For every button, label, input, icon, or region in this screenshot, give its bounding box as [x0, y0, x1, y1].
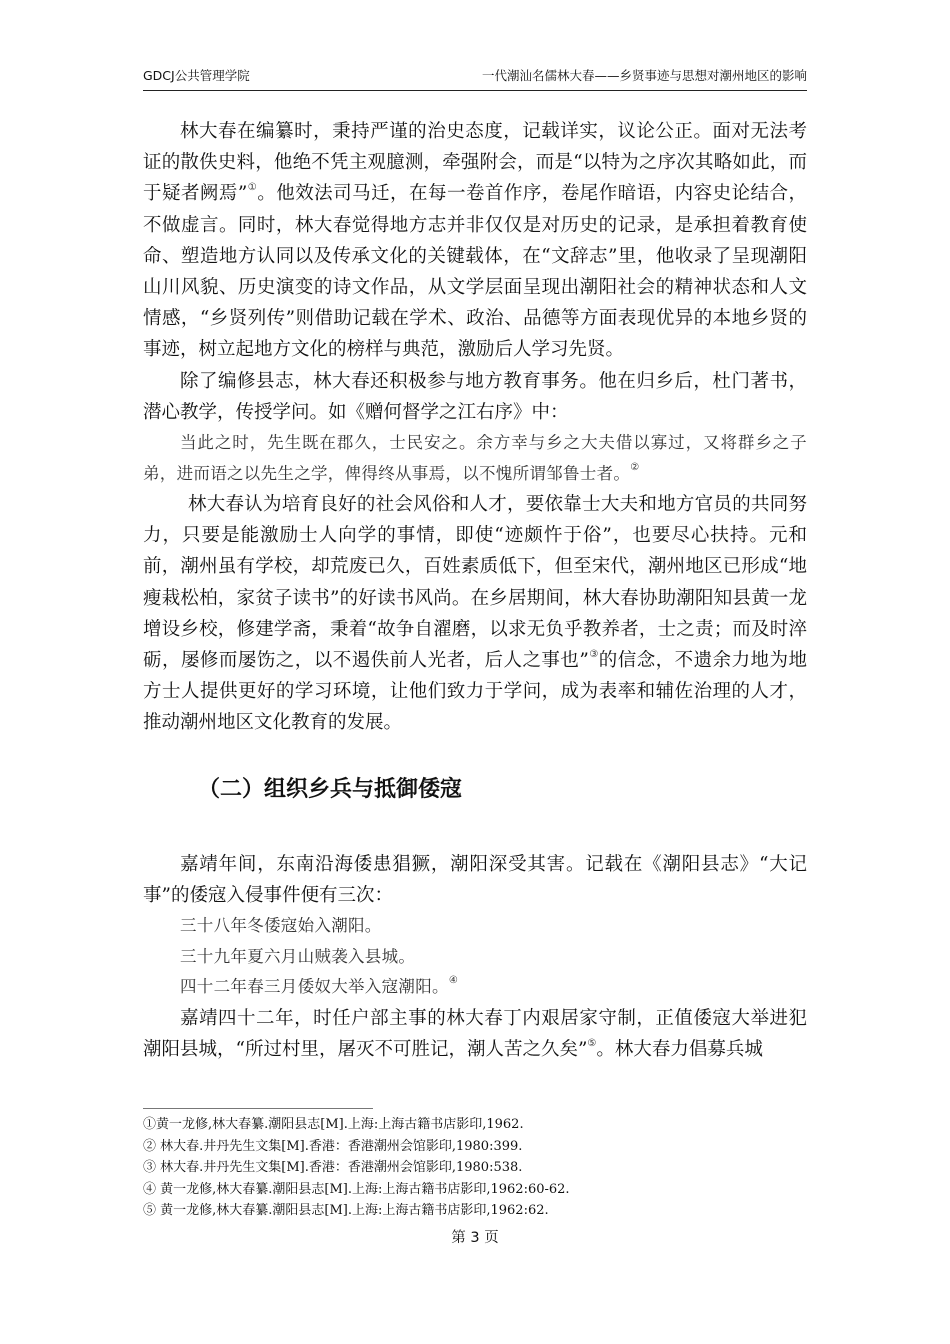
- page-header: [143, 62, 807, 88]
- header-title: 一代潮汕名儒林大春——乡贤事迹与思想对潮州地区的影响: [481, 68, 807, 83]
- footnote-ref-5: ⑤: [587, 1037, 597, 1049]
- quote-1: 当此之时，先生既在郡久，士民安之。余方幸与乡之大夫借以寡过，又将群乡之子弟，进而语之以先生之学，俾得终从事焉，以不愧所谓邹鲁士者。②: [143, 433, 807, 483]
- quote-line-2: 三十九年夏六月山贼袭入县城。: [180, 946, 416, 966]
- paragraph-4: 嘉靖年间，东南沿海倭患猖獗，潮阳深受其害。记载在《潮阳县志》“大记事”的倭寇入侵事件便有三次：: [143, 853, 807, 906]
- footnote-2: ② 林大春.井丹先生文集[M].香港：香港潮州会馆影印,1980:399.: [143, 1138, 523, 1154]
- footnote-5: ⑤ 黄一龙修,林大春纂.潮阳县志[M].上海:上海古籍书店影印,1962:62.: [143, 1203, 549, 1218]
- body-text: [143, 116, 807, 1065]
- footnotes: [143, 1114, 807, 1222]
- section-heading: （二）组织乡兵与抵御倭寇: [198, 776, 463, 802]
- footnote-4: ④ 黄一龙修,林大春纂.潮阳县志[M].上海:上海古籍书店影印,1962:60-62.: [143, 1181, 570, 1197]
- header-rule: [143, 90, 807, 91]
- quote-line-3: 四十二年春三月倭奴大举入寇潮阳。④: [180, 975, 459, 997]
- paragraph-3: 林大春认为培育良好的社会风俗和人才，要依靠士大夫和地方官员的共同努力，只要是能激励士人向学的事情，即使“迹颇忤于俗”，也要尽心扶持。元和前，潮州虽有学校，却荒废已久，百姓素质低下，但至宋代，潮州地区已形成“地瘦栽松柏，家贫子读书”的好读书风尚。在乡居期间，林大春协助潮阳知县黄一龙增设乡校，修建学斋，秉着“故争自濯磨，以求无负乎教养者，士之责；而及时淬砺，屡修而屡饬之，以不遏佚前人光者，后人之事也”③的信念，不遗余力地为地方士人提供更好的学习环境，让他们致力于学问，成为表率和辅佐治理的人才，推动潮州地区文化教育的发展。: [143, 494, 807, 734]
- paragraph-5: 嘉靖四十二年，时任户部主事的林大春丁内艰居家守制，正值倭寇大举进犯潮阳县城，“所过村里，屠灭不可胜记，潮人苦之久矣”⑤。林大春力倡募兵城: [143, 1007, 807, 1060]
- footnote-rule: [143, 1108, 373, 1109]
- footnote-ref-3: ③: [588, 649, 599, 661]
- footnote-ref-4: ④: [448, 975, 459, 987]
- paragraph-1: 林大春在编纂时，秉持严谨的治史态度，记载详实，议论公正。面对无法考证的散佚史料，他绝不凭主观臆测，牵强附会，而是“以特为之序次其略如此，而于疑者阙焉”①。他效法司马迁，在每一卷首作序，卷尾作暗语，内容史论结合，不做虚言。同时，林大春觉得地方志并非仅仅是对历史的记录，是承担着教育使命、塑造地方认同以及传承文化的关键载体，在“文辞志”里，他收录了呈现潮阳山川风貌、历史演变的诗文作品，从文学层面呈现出潮阳社会的精神状态和人文情感，“乡贤列传”则借助记载在学术、政治、品德等方面表现优异的本地乡贤的事迹，树立起地方文化的榜样与典范，激励后人学习先贤。: [143, 121, 807, 361]
- footnote-1: ①黄一龙修,林大春纂.潮阳县志[M].上海:上海古籍书店影印,1962.: [143, 1117, 524, 1132]
- header-school: GDCJ公共管理学院: [143, 68, 250, 83]
- quote-line-1: 三十八年冬倭寇始入潮阳。: [180, 916, 382, 936]
- footnote-3: ③ 林大春.井丹先生文集[M].香港：香港潮州会馆影印,1980:538.: [143, 1160, 523, 1175]
- footnote-ref-1: ①: [247, 182, 258, 194]
- footnote-ref-2: ②: [630, 461, 640, 473]
- page-number: 第 3 页: [451, 1230, 499, 1246]
- paragraph-2: 除了编修县志，林大春还积极参与地方教育事务。他在归乡后，杜门著书，潜心教学，传授学问。如《赠何督学之江右序》中：: [143, 370, 807, 423]
